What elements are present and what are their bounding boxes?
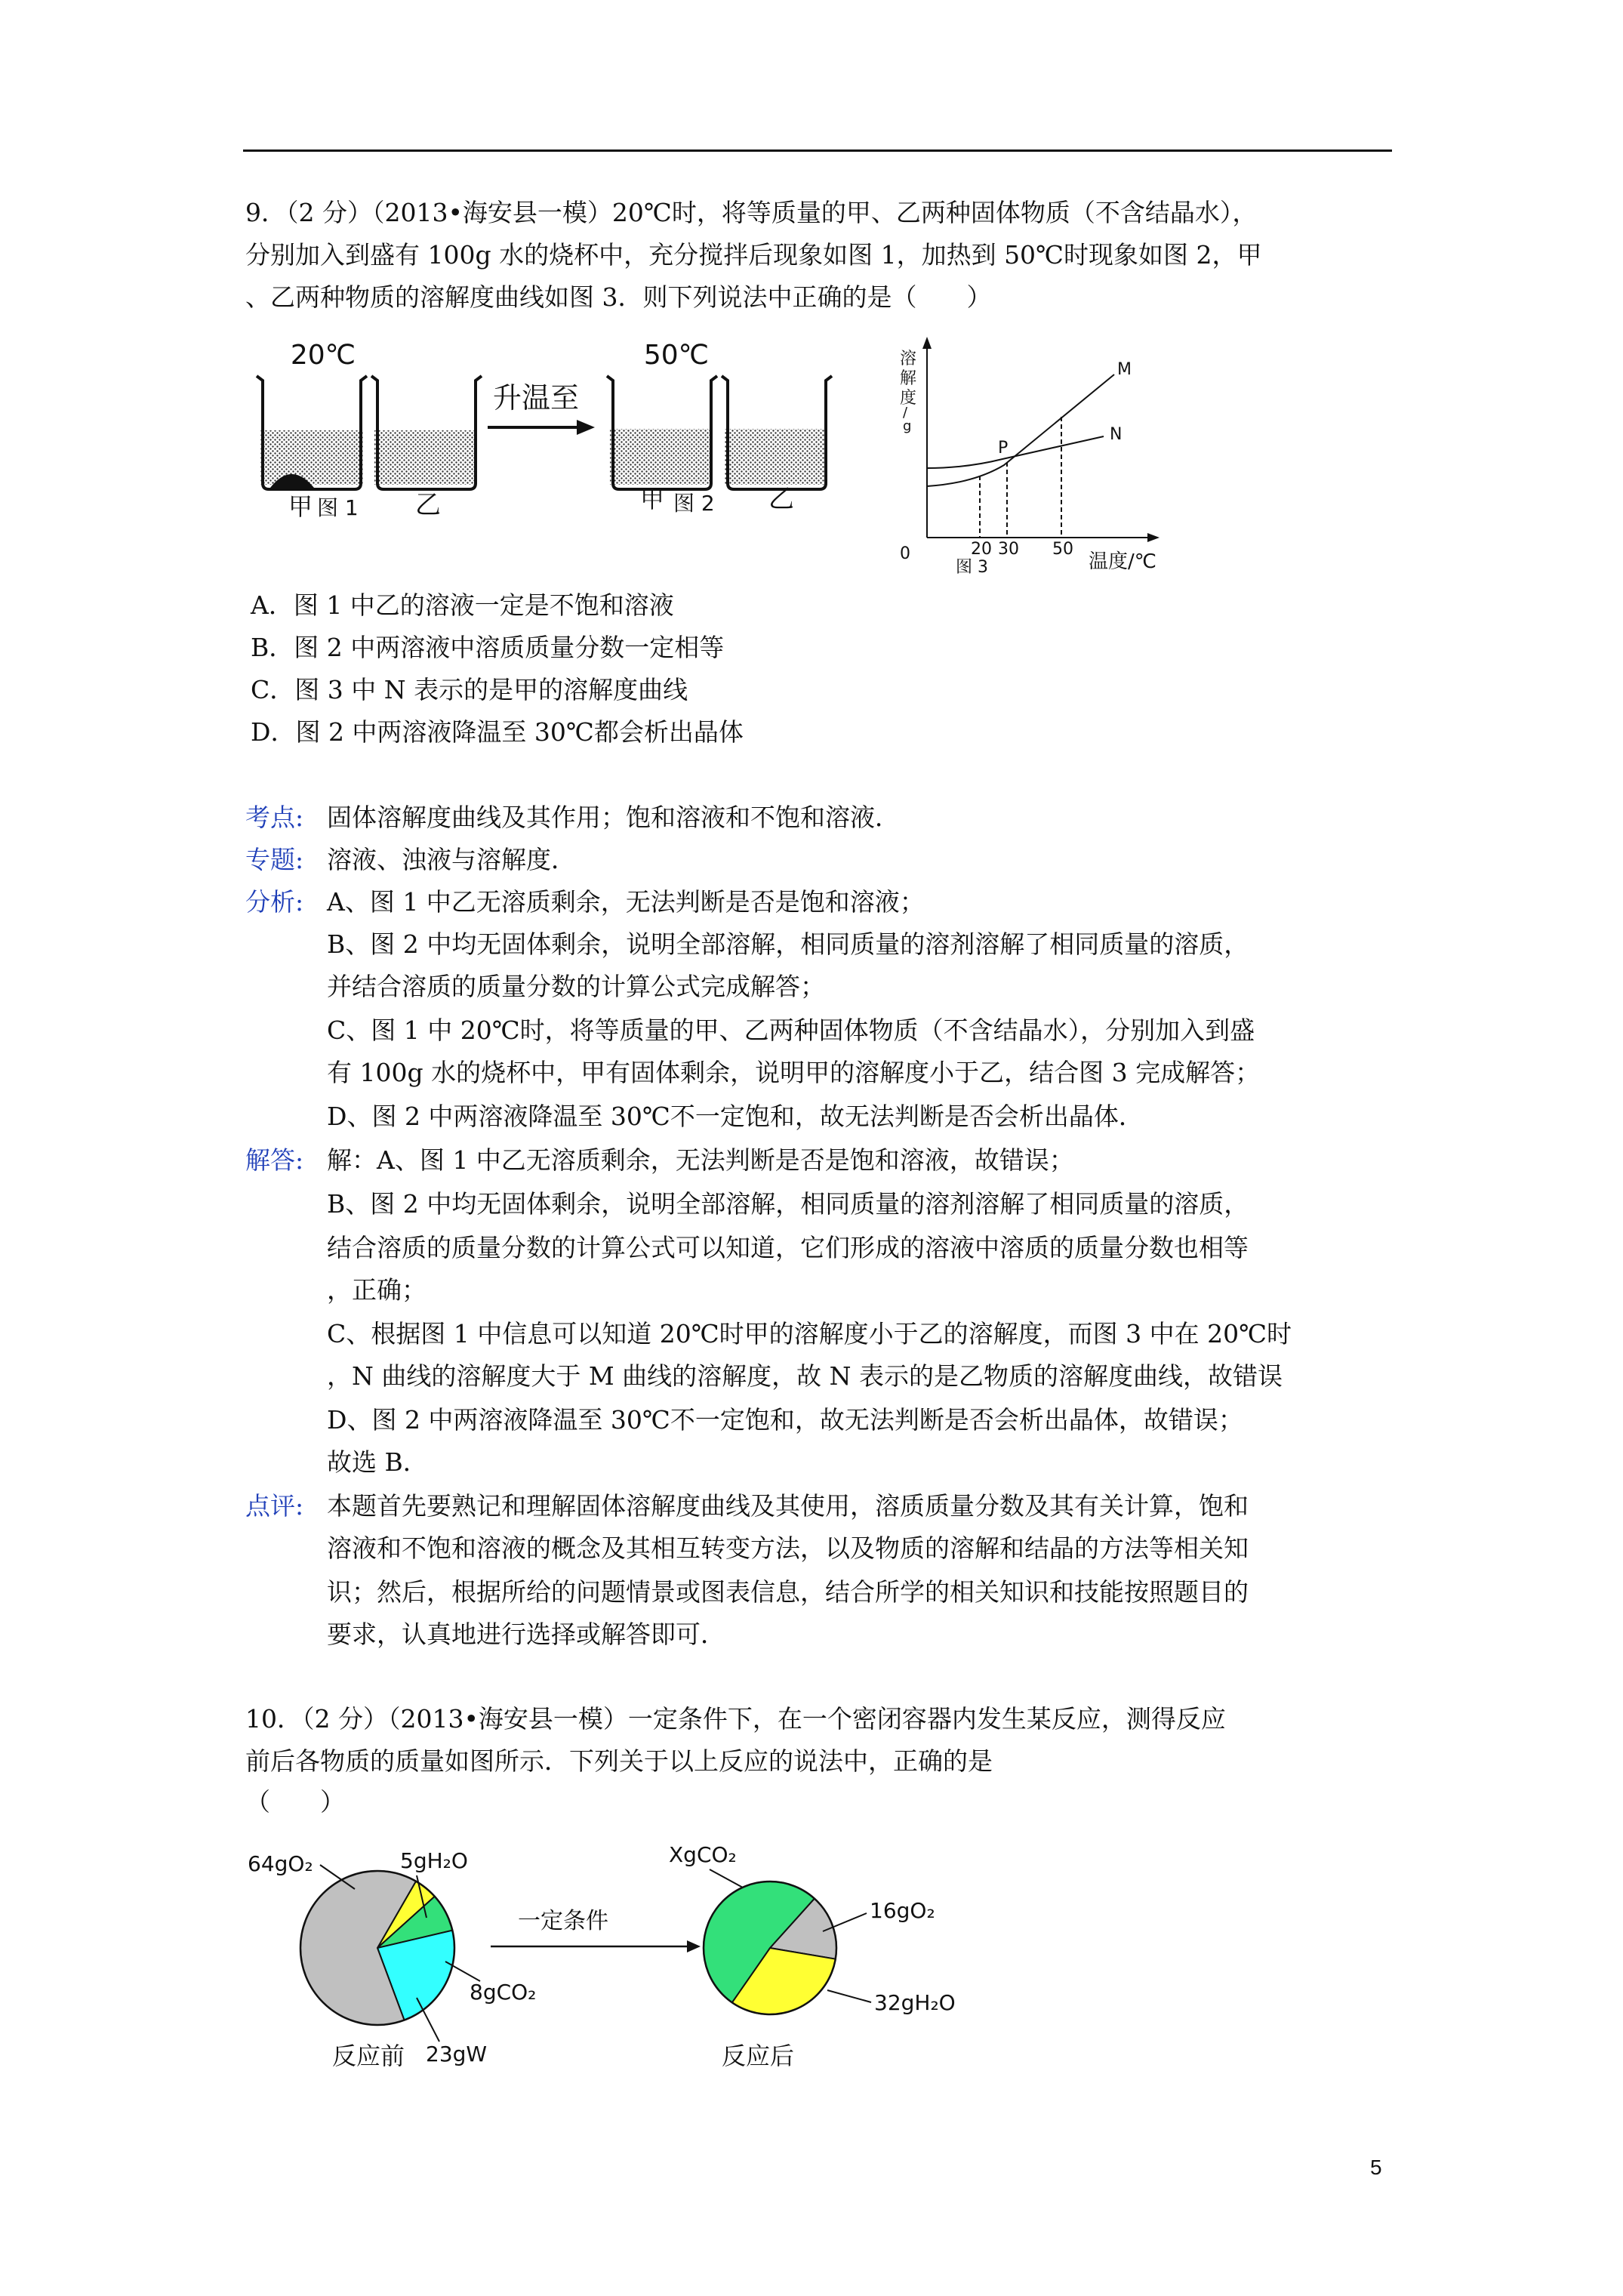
fig2-temp-label: 50℃	[643, 340, 710, 371]
q9-option-a: A．图 1 中乙的溶液一定是不饱和溶液	[251, 590, 674, 620]
dianping-line: 要求，认真地进行选择或解答即可．	[327, 1620, 725, 1649]
fig3-tick: 30	[998, 540, 1019, 559]
fig3-ylabel-char: 解	[900, 369, 917, 388]
q9-beaker-figure	[240, 332, 836, 536]
fig3-caption: 图 3	[956, 558, 988, 574]
zhuanti-label: 专题:	[245, 845, 304, 874]
after-caption: 反应后	[722, 2042, 795, 2070]
q10-line-3: （ ）	[245, 1787, 345, 1817]
fig3-curve-N	[927, 436, 1104, 468]
q9-line-3: 、乙两种物质的溶解度曲线如图 3．则下列说法中正确的是（ ）	[245, 282, 992, 312]
dianping-line: 识；然后，根据所给的问题情景或图表信息，结合所学的相关知识和技能按照题目的	[327, 1577, 1249, 1607]
fig3-curve-M	[927, 374, 1114, 486]
before-label-o2: 64gO₂	[248, 1851, 313, 1876]
fig3-tick: 50	[1052, 540, 1073, 559]
q10-arrow-label: 一定条件	[518, 1908, 608, 1934]
jieda-line: 解：A、图 1 中乙无溶质剩余，无法判断是否是饱和溶液，故错误；	[327, 1145, 1074, 1175]
jieda-line: ，N 曲线的溶解度大于 M 曲线的溶解度，故 N 表示的是乙物质的溶解度曲线，故错误	[327, 1361, 1283, 1391]
before-caption: 反应前	[332, 2042, 405, 2070]
pie-after	[704, 1881, 836, 2014]
arrow-label-heat: 升温至	[492, 381, 580, 415]
fig2-caption: 图 2	[673, 491, 715, 516]
kaodian-label: 考点:	[245, 803, 304, 832]
fig3-xlabel: 温度/℃	[1089, 550, 1156, 573]
fig2-yi-label: 乙	[768, 484, 794, 514]
q9-line-1: 9．（2 分）（2013•海安县一模）20℃时，将等质量的甲、乙两种固体物质（不含结晶水），	[245, 198, 1258, 227]
fig1-jia-label: 甲	[288, 492, 313, 521]
q10-reaction-figure	[242, 1835, 966, 2084]
fenxi-line: D、图 2 中两溶液降温至 30℃不一定饱和，故无法判断是否会析出晶体．	[327, 1102, 1144, 1131]
fenxi-label: 分析:	[245, 887, 304, 917]
fig3-tick: 20	[971, 540, 992, 559]
fig3-curve-label-N: N	[1110, 425, 1123, 444]
fig3-curve-label-M: M	[1117, 360, 1132, 379]
fig1-caption: 图 1	[317, 495, 359, 520]
kaodian-text: 固体溶解度曲线及其作用；饱和溶液和不饱和溶液．	[327, 803, 900, 832]
fig3-ylabel-char: g	[903, 418, 912, 434]
before-label-co2: 8gCO₂	[470, 1980, 537, 2005]
before-label-w: 23gW	[426, 2042, 488, 2066]
q9-solubility-chart	[891, 332, 1193, 574]
fenxi-line: 有 100g 水的烧杯中，甲有固体剩余，说明甲的溶解度小于乙，结合图 3 完成解答；	[327, 1058, 1261, 1087]
jieda-line: C、根据图 1 中信息可以知道 20℃时甲的溶解度小于乙的溶解度，而图 3 中在 20℃时	[327, 1319, 1292, 1348]
fig3-ylabel-char: 度	[900, 389, 917, 408]
after-label-h2o: 32gH₂O	[874, 1990, 956, 2015]
after-label-co2: XgCO₂	[669, 1842, 737, 1867]
q9-option-d: D．图 2 中两溶液降温至 30℃都会析出晶体	[251, 717, 744, 747]
dianping-line: 本题首先要熟记和理解固体溶解度曲线及其使用，溶质质量分数及其有关计算，饱和	[327, 1491, 1249, 1521]
fig2-jia-label: 甲	[640, 485, 665, 513]
header-rule	[243, 149, 1392, 152]
q10-line-1: 10．（2 分）（2013•海安县一模）一定条件下，在一个密闭容器内发生某反应，测得反应	[245, 1704, 1226, 1734]
fig3-ylabel-char: 溶	[900, 350, 917, 368]
q10-line-2: 前后各物质的质量如图所示．下列关于以上反应的说法中，正确的是	[245, 1746, 993, 1776]
jieda-line: B、图 2 中均无固体剩余，说明全部溶解，相同质量的溶剂溶解了相同质量的溶质，	[327, 1189, 1249, 1219]
fig2-beaker-yi	[722, 376, 832, 489]
before-label-h2o: 5gH₂O	[400, 1848, 468, 1873]
fenxi-line: C、图 1 中 20℃时，将等质量的甲、乙两种固体物质（不含结晶水），分别加入到盛	[327, 1015, 1255, 1045]
q9-line-2: 分别加入到盛有 100g 水的烧杯中，充分搅拌后现象如图 1，加热到 50℃时现象如图 2，甲	[245, 240, 1262, 270]
jieda-line: 故选 B．	[327, 1447, 428, 1477]
fig2-beaker-jia	[607, 376, 717, 489]
page-number: 5	[1370, 2156, 1382, 2179]
pie-before	[300, 1871, 454, 2025]
fig3-origin: 0	[900, 544, 910, 563]
dianping-label: 点评:	[245, 1491, 304, 1521]
fig1-beaker-jia	[257, 376, 367, 489]
fenxi-line: 并结合溶质的质量分数的计算公式完成解答；	[327, 972, 825, 1001]
jieda-label: 解答:	[245, 1145, 304, 1175]
fenxi-line: A、图 1 中乙无溶质剩余，无法判断是否是饱和溶液；	[327, 887, 925, 917]
fig1-yi-label: 乙	[415, 490, 441, 520]
dianping-line: 溶液和不饱和溶液的概念及其相互转变方法，以及物质的溶解和结晶的方法等相关知	[327, 1533, 1249, 1563]
fig1-temp-label: 20℃	[290, 340, 356, 371]
zhuanti-text: 溶液、浊液与溶解度．	[327, 845, 576, 874]
jieda-line: ，正确；	[327, 1275, 427, 1305]
jieda-line: D、图 2 中两溶液降温至 30℃不一定饱和，故无法判断是否会析出晶体，故错误；	[327, 1405, 1243, 1435]
q9-option-c: C．图 3 中 N 表示的是甲的溶解度曲线	[251, 675, 688, 704]
fenxi-line: B、图 2 中均无固体剩余，说明全部溶解，相同质量的溶剂溶解了相同质量的溶质，	[327, 929, 1249, 959]
jieda-line: 结合溶质的质量分数的计算公式可以知道，它们形成的溶液中溶质的质量分数也相等	[327, 1233, 1249, 1262]
fig3-point-P: P	[998, 439, 1009, 458]
fig1-beaker-yi	[371, 376, 482, 489]
q9-option-b: B．图 2 中两溶液中溶质质量分数一定相等	[251, 633, 725, 662]
fig3-ylabel-char: /	[903, 405, 908, 421]
after-label-o2: 16gO₂	[870, 1898, 935, 1923]
